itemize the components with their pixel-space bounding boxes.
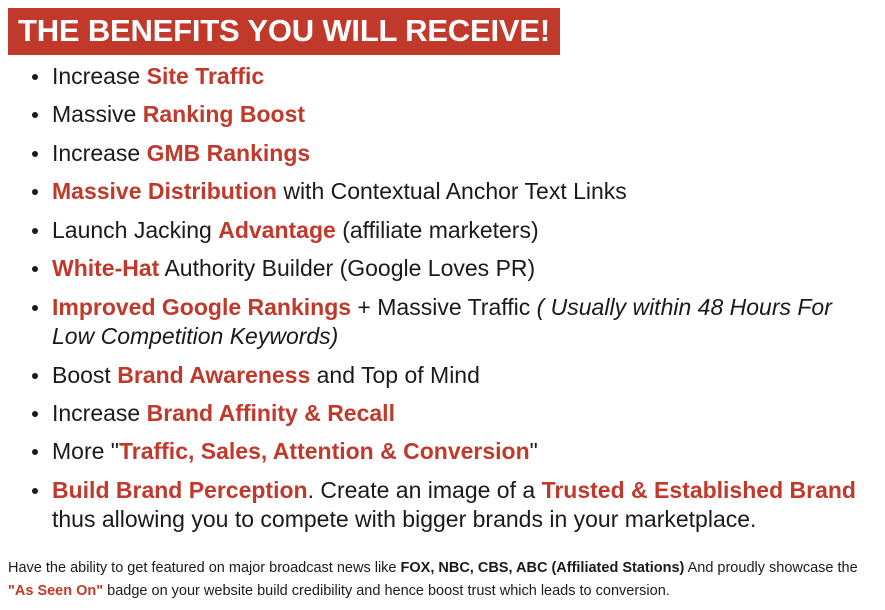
benefit-text-accent: Massive Distribution: [52, 178, 277, 205]
benefit-text-plain: ": [529, 438, 538, 465]
list-item: [30, 177, 877, 206]
benefit-text-accent: Build Brand Perception: [52, 476, 308, 503]
benefit-text-plain: More ": [52, 438, 119, 465]
benefit-text-accent: White-Hat: [52, 255, 160, 282]
benefit-text-accent: Brand Awareness: [117, 361, 311, 388]
list-item: [30, 437, 877, 466]
benefit-text-plain: with Contextual Anchor Text Links: [276, 178, 627, 205]
list-item: [30, 100, 877, 129]
benefits-list: [0, 62, 885, 535]
footer-text-2: And proudly showcase the: [684, 560, 858, 577]
benefit-text-plain: Authority Builder (Google Loves PR): [159, 255, 536, 282]
benefit-text-plain: + Massive Traffic: [351, 293, 537, 320]
benefit-text-accent: Advantage: [218, 216, 336, 243]
benefit-text-plain: (affiliate marketers): [335, 216, 539, 243]
list-item: [30, 399, 877, 428]
benefit-text-plain: . Create an image of a: [307, 476, 542, 503]
benefit-text-accent: Ranking Boost: [142, 101, 306, 128]
benefit-text-plain: Boost: [52, 361, 118, 388]
footer-networks: FOX, NBC, CBS, ABC (Affiliated Stations): [400, 560, 685, 577]
benefit-text-plain: Launch Jacking: [52, 216, 219, 243]
benefit-text-italic: ( Usually within 48 Hours For Low Competition Keywords): [52, 293, 832, 350]
footer-text-1: Have the ability to get featured on major broadcast news like: [8, 560, 401, 577]
list-item: [30, 139, 877, 168]
page-title: THE BENEFITS YOU WILL RECEIVE!: [8, 8, 560, 55]
list-item: [30, 62, 877, 91]
footer-note: [8, 557, 877, 602]
benefit-text-accent: GMB Rankings: [146, 139, 311, 166]
benefit-text-accent-2: Trusted & Established Brand: [541, 476, 856, 503]
benefit-text-plain: Massive: [52, 101, 143, 128]
benefit-text-accent: Traffic, Sales, Attention & Conversion: [118, 438, 530, 465]
benefit-text-plain: Increase: [52, 399, 147, 426]
list-item: [30, 216, 877, 245]
list-item: [30, 293, 877, 352]
list-item: [30, 476, 877, 535]
footer-text-3: badge on your website build credibility and hence boost trust which leads to conversion.: [103, 582, 670, 599]
as-seen-on-badge-label: "As Seen On": [8, 582, 104, 599]
list-item: [30, 254, 877, 283]
benefit-text-plain: and Top of Mind: [310, 361, 480, 388]
benefit-text-plain: Increase: [52, 63, 147, 89]
benefit-text-accent: Site Traffic: [146, 63, 265, 89]
list-item: [30, 361, 877, 390]
benefit-text-accent: Improved Google Rankings: [52, 293, 352, 320]
benefit-text-plain-2: thus allowing you to compete with bigger brands in your marketplace.: [52, 506, 757, 533]
benefit-text-accent: Brand Affinity & Recall: [146, 399, 395, 426]
benefit-text-plain: Increase: [52, 139, 147, 166]
